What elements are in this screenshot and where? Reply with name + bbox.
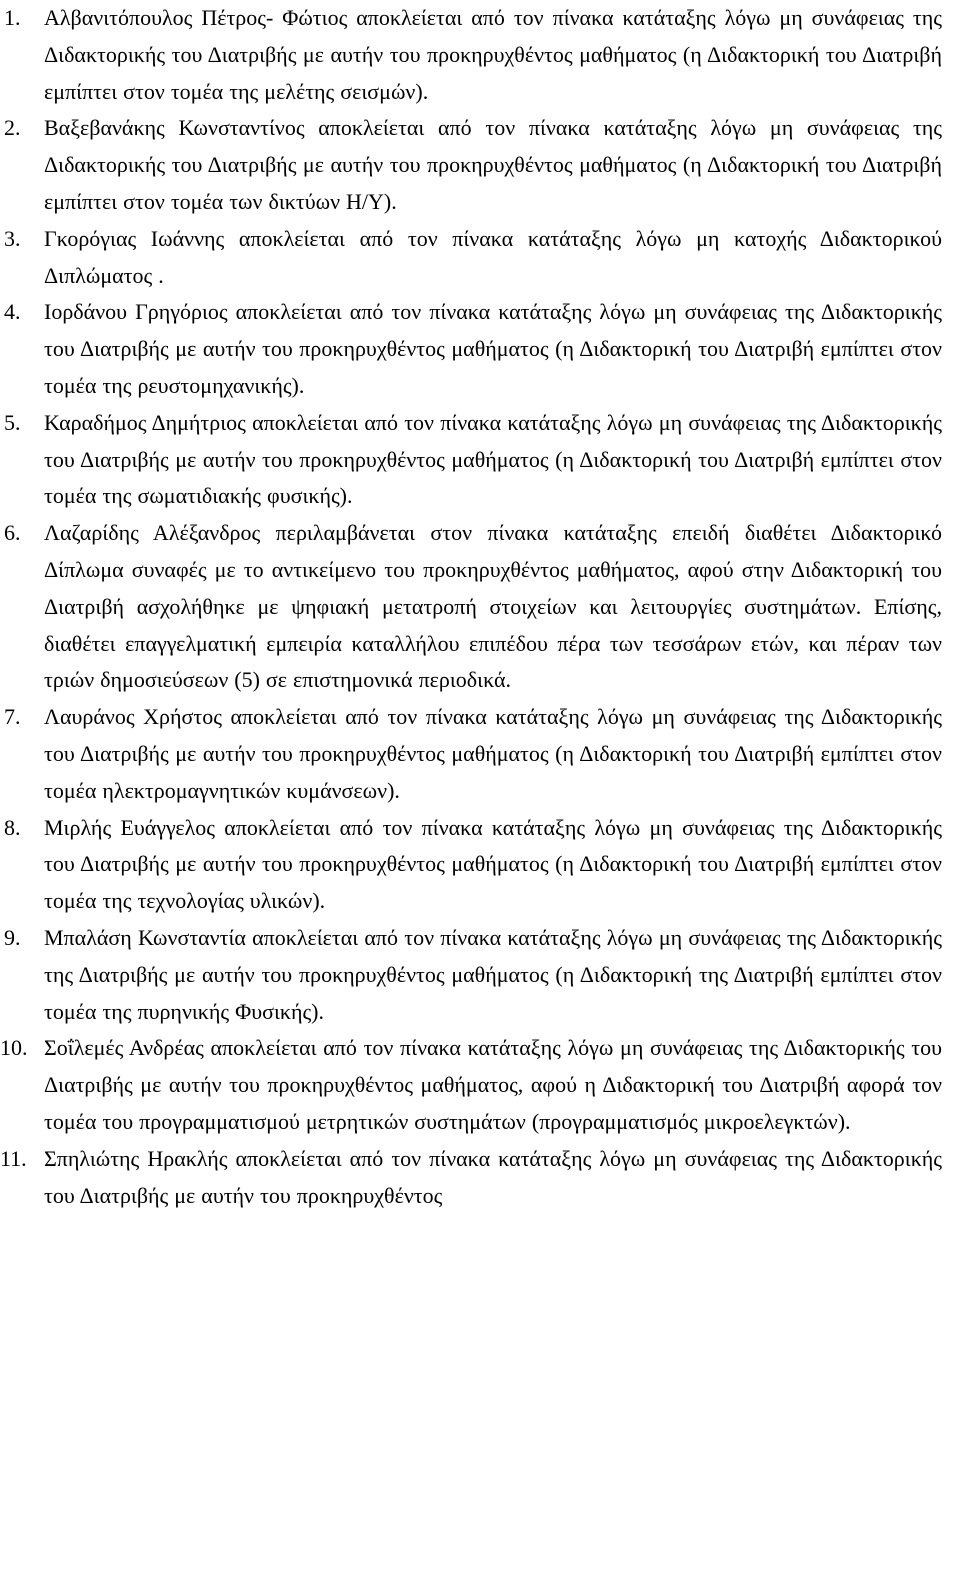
item-text: Βαξεβανάκης Κωνσταντίνος αποκλείεται από τον πίνακα κατάταξης λόγω μη συνάφειας της Διδακτορικής του Διατριβής με αυτήν του προκηρυχθέντος μαθήματος (η Διδακτορική του Διατριβή εμπίπτει στον τομέα των δικτύων Η/Υ). xyxy=(44,115,942,214)
item-number: 6. xyxy=(4,520,21,546)
item-text: Μπαλάση Κωνσταντία αποκλείεται από τον πίνακα κατάταξης λόγω μη συνάφειας της Διδακτορικής της Διατριβής με αυτήν του προκηρυχθέντος μαθήματος (η Διδακτορική της Διατριβή εμπίπτει στον τομέα της πυρηνικής Φυσικής). xyxy=(44,924,942,1024)
item-number: 9. xyxy=(4,924,21,950)
item-number: 7. xyxy=(4,704,21,730)
item-number: 1. xyxy=(4,5,21,30)
item-number: 8. xyxy=(4,814,21,840)
item-number: 3. xyxy=(4,225,21,251)
item-text: Λαυράνος Χρήστος αποκλείεται από τον πίνακα κατάταξης λόγω μη συνάφειας της Διδακτορικής του Διατριβής με αυτήν του προκηρυχθέντος μαθήματος (η Διδακτορική του Διατριβή εμπίπτει στον τομέα ηλεκτρομαγνητικών κυμάνσεων). xyxy=(44,704,942,803)
item-number: 2. xyxy=(4,115,21,141)
list-item xyxy=(0,810,960,920)
list-item xyxy=(0,110,960,220)
list-item xyxy=(0,0,960,110)
list-item xyxy=(0,515,960,699)
item-text: Γκορόγιας Ιωάννης αποκλείεται από τον πίνακα κατάταξης λόγω μη κατοχής Διδακτορικού Διπλώματος . xyxy=(44,225,942,288)
item-text: Αλβανιτόπουλος Πέτρος- Φώτιος αποκλείεται από τον πίνακα κατάταξης λόγω μη συνάφειας της Διδακτορικής του Διατριβής με αυτήν του προκηρυχθέντος μαθήματος (η Διδακτορική του Διατριβή εμπίπτει στον τομέα της μελέτης σεισμών). xyxy=(44,5,942,104)
item-number: 10. xyxy=(0,1035,28,1061)
list-item xyxy=(0,920,960,1030)
list-item xyxy=(0,1030,960,1140)
item-text: Ιορδάνου Γρηγόριος αποκλείεται από τον πίνακα κατάταξης λόγω μη συνάφειας της Διδακτορικής του Διατριβής με αυτήν του προκηρυχθέντος μαθήματος (η Διδακτορική του Διατριβή εμπίπτει στον τομέα της ρευστομηχανικής). xyxy=(44,299,942,398)
item-number: 11. xyxy=(0,1145,27,1171)
item-number: 4. xyxy=(4,299,21,325)
item-text: Σπηλιώτης Ηρακλής αποκλείεται από τον πίνακα κατάταξης λόγω μη συνάφειας της Διδακτορικής του Διατριβής με αυτήν του προκηρυχθέντος xyxy=(44,1145,942,1208)
list-item xyxy=(0,699,960,809)
item-text: Λαζαρίδης Αλέξανδρος περιλαμβάνεται στον πίνακα κατάταξης επειδή διαθέτει Διδακτορικό Δίπλωμα συναφές με το αντικείμενο του προκηρυχθέντος μαθήματος, αφού στην Διδακτορική του Διατριβή ασχολήθηκε με ψηφιακή μετατροπή στοιχείων και λειτουργίες συστημάτων. Επίσης, διαθέτει επαγγελματική εμπειρία καταλλήλου επιπέδου πέρα των τεσσάρων ετών, και πέραν των τριών δημοσιεύσεων (5) σε επιστημονικά περιοδικά. xyxy=(44,520,942,693)
item-text: Μιρλής Ευάγγελος αποκλείεται από τον πίνακα κατάταξης λόγω μη συνάφειας της Διδακτορικής του Διατριβής με αυτήν του προκηρυχθέντος μαθήματος (η Διδακτορική του Διατριβή εμπίπτει στον τομέα της τεχνολογίας υλικών). xyxy=(44,814,942,914)
item-text: Σοΐλεμές Ανδρέας αποκλείεται από τον πίνακα κατάταξης λόγω μη συνάφειας της Διδακτορικής του Διατριβής με αυτήν του προκηρυχθέντος μαθήματος, αφού η Διδακτορική του Διατριβή αφορά τον τομέα του προγραμματισμού μετρητικών συστημάτων (προγραμματισμός μικροελεγκτών). xyxy=(44,1035,942,1134)
list-item xyxy=(0,294,960,404)
list-item xyxy=(0,1141,960,1215)
item-number: 5. xyxy=(4,409,21,435)
list-item xyxy=(0,405,960,515)
item-text: Καραδήμος Δημήτριος αποκλείεται από τον πίνακα κατάταξης λόγω μη συνάφειας της Διδακτορικής του Διατριβής με αυτήν του προκηρυχθέντος μαθήματος (η Διδακτορική του Διατριβή εμπίπτει στον τομέα της σωματιδιακής φυσικής). xyxy=(44,409,942,509)
list-item xyxy=(0,221,960,295)
